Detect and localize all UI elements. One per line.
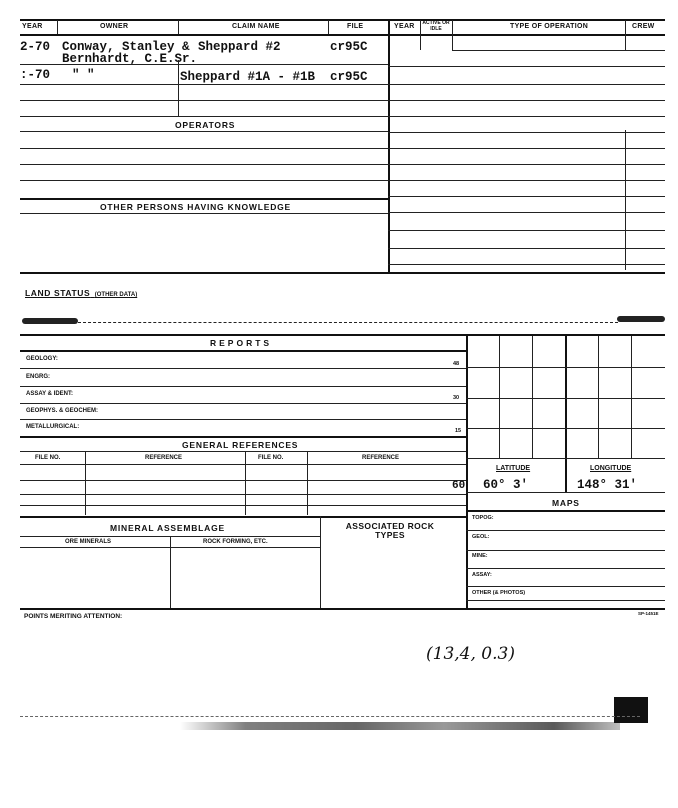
points-meriting-attention: POINTS MERITING ATTENTION: [24, 613, 123, 620]
header-crew: CREW [632, 23, 655, 30]
header-claim-name: CLAIM NAME [232, 23, 280, 30]
report-metallurgical: METALLURGICAL: [26, 424, 80, 430]
lower-bottom-rule [20, 608, 665, 610]
mineral-header-ore: ORE MINERALS [65, 539, 112, 545]
maps-geol: GEOL: [472, 534, 490, 540]
section-reports: REPORTS [210, 338, 273, 348]
report-assay-num: 30 [453, 395, 460, 401]
handwritten-note: (13,4, 0.3) [426, 644, 515, 664]
header-type-of-operation: TYPE OF OPERATION [510, 23, 589, 30]
ref-header-reference-1: REFERENCE [145, 455, 183, 461]
record-1-owner-line1: Conway, Stanley & [62, 40, 190, 54]
ref-header-file-no-2: FILE NO. [258, 455, 284, 461]
ref-header-reference-2: REFERENCE [362, 455, 400, 461]
latitude-value: 60° 3' [483, 478, 529, 492]
land-status-label: LAND STATUS (OTHER DATA) [25, 288, 138, 298]
record-1-claim: Sheppard #2 [198, 40, 281, 54]
record-1-year: 2-70 [20, 40, 51, 54]
longitude-label: LONGITUDE [590, 465, 632, 472]
record-1-file: cr95C [330, 40, 368, 54]
lower-top-rule [20, 334, 665, 336]
header-year: YEAR [22, 23, 43, 30]
smudge-left [22, 318, 78, 324]
report-geology-num: 48 [453, 361, 460, 367]
scan-artifact-block [614, 697, 648, 723]
record-2-file: cr95C [330, 70, 368, 84]
report-metallurgical-num: 15 [455, 428, 462, 434]
record-2-claim: Sheppard #1A - #1B [180, 70, 316, 84]
report-geophys: GEOPHYS. & GEOCHEM: [26, 408, 99, 414]
smudge-right [617, 316, 665, 322]
maps-topog: TOPOG: [472, 515, 494, 521]
maps-other: OTHER (& PHOTOS) [472, 590, 526, 596]
record-1-owner-line2: Bernhardt, C.E.Sr. [62, 52, 198, 66]
ref-header-file-no-1: FILE NO. [35, 455, 61, 461]
section-mineral-assemblage: MINERAL ASSEMBLAGE [110, 523, 225, 533]
lower-right-divider [466, 334, 468, 608]
form-number: SP-1451E [638, 611, 659, 616]
main-center-divider [388, 20, 390, 272]
record-2-owner: " " [72, 68, 95, 82]
margin-number: 60 [452, 480, 466, 492]
header-bottom-rule [20, 34, 665, 36]
header-year-2: YEAR [394, 23, 415, 30]
header-owner: OWNER [100, 23, 129, 30]
mineral-header-rock-forming: ROCK FORMING, ETC. [203, 539, 268, 545]
report-engrg: ENGRG: [26, 374, 50, 380]
section-other-persons: OTHER PERSONS HAVING KNOWLEDGE [100, 202, 292, 212]
header-file: FILE [347, 23, 364, 30]
report-assay: ASSAY & IDENT: [26, 391, 74, 397]
section-general-references: GENERAL REFERENCES [182, 440, 299, 450]
section-operators: OPERATORS [175, 120, 236, 130]
report-geology: GEOLOGY: [26, 356, 58, 362]
scan-artifact-band [180, 722, 620, 730]
maps-mine: MINE: [472, 553, 488, 559]
maps-assay: ASSAY: [472, 572, 492, 578]
longitude-value: 148° 31' [577, 478, 638, 492]
record-2-year: :-70 [20, 68, 51, 82]
header-active-or-idle: ACTIVE OR IDLE [422, 20, 450, 32]
section-associated-rock-types: ASSOCIATED ROCK TYPES [345, 521, 435, 540]
top-rule [20, 19, 665, 21]
latitude-label: LATITUDE [496, 465, 531, 472]
section-maps: MAPS [552, 498, 580, 508]
